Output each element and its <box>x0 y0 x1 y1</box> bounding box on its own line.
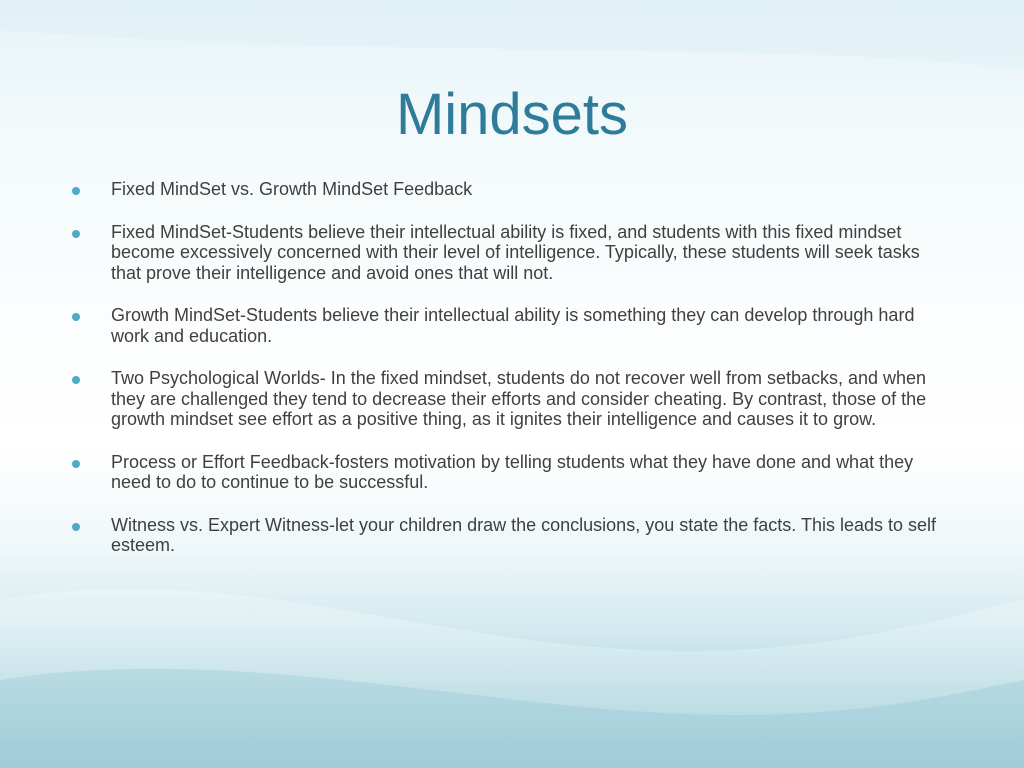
bullet-marker-icon <box>72 187 80 195</box>
bullet-item <box>0 515 1024 556</box>
bullet-text: Witness vs. Expert Witness-let your children draw the conclusions, you state the facts. This leads to self esteem. <box>111 514 937 555</box>
bullet-item <box>0 368 1024 430</box>
bullet-text: Process or Effort Feedback-fosters motivation by telling students what they have done and what they need to do to continue to be successful. <box>111 451 914 492</box>
bullet-marker-icon <box>72 230 80 238</box>
bullet-marker-icon <box>72 313 80 321</box>
bullet-marker-icon <box>72 376 80 384</box>
bullet-item <box>0 305 1024 346</box>
bullet-item <box>0 452 1024 493</box>
slide-title: Mindsets <box>395 82 629 147</box>
bullet-marker-icon <box>72 460 80 468</box>
bullet-item <box>0 222 1024 284</box>
bullet-text: Two Psychological Worlds- In the fixed mindset, students do not recover well from setbacks, and when they are challenged they tend to decrease their efforts and consider cheating. By contrast, those of the growth mindset see effort as a positive thing, as it ignites their intelligence and causes it to grow. <box>111 368 927 429</box>
bullet-text: Growth MindSet-Students believe their intellectual ability is something they can develop through hard work and education. <box>111 305 915 346</box>
bullet-text: Fixed MindSet vs. Growth MindSet Feedback <box>111 179 473 199</box>
bullet-item <box>0 179 1024 200</box>
bullet-list <box>0 179 1024 578</box>
bullet-text: Fixed MindSet-Students believe their intellectual ability is fixed, and students with this fixed mindset become excessively concerned with their level of intelligence. Typically, these students will seek tasks that prove their intelligence and avoid ones that will not. <box>111 221 920 283</box>
bullet-marker-icon <box>72 523 80 531</box>
